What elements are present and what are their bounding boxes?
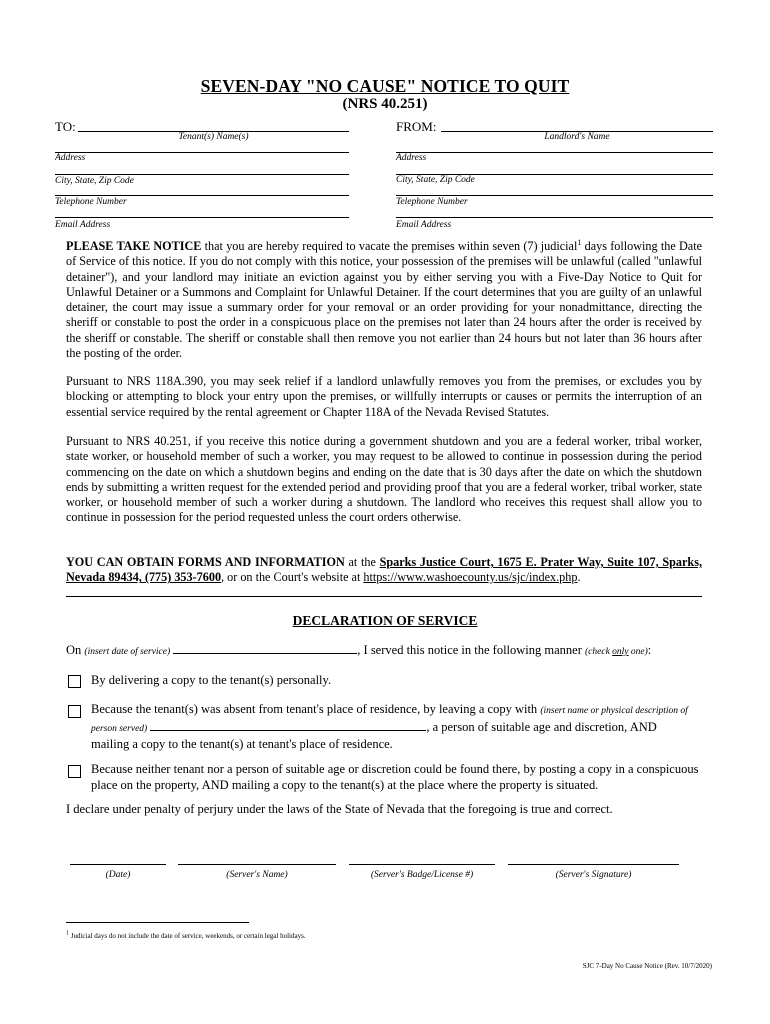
served-text: , I served this notice in the following manner: [357, 643, 582, 657]
check-hint-b: one): [628, 647, 648, 657]
person-served-input[interactable]: [150, 720, 426, 731]
server-signature-caption: (Server's Signature): [555, 870, 632, 880]
shutdown-paragraph: Pursuant to NRS 40.251, if you receive this notice during a government shutdown and you are a federal worker, tribal worker, state worker, or household member of such a worker, you may request to be allowed to continue in possession during the period commencing on the date on which a shutdown begins and ending on the date that is 30 days after the date on which the shutdown ends by submitting a written request for the extended period and providing proof that you are a federal worker, tribal worker, state worker, or household member of such a worker during a shutdown. The landlord who receives this request shall allow you to continue in possession for the period requested unless the court orders otherwise.: [66, 434, 702, 525]
option1-text: By delivering a copy to the tenant(s) personally.: [91, 673, 332, 687]
tenant-city-line[interactable]: [55, 174, 349, 175]
footnote-text: Judicial days do not include the date of service, weekends, or certain legal holidays.: [69, 932, 306, 940]
document-title: SEVEN-DAY "NO CAUSE" NOTICE TO QUIT: [200, 76, 570, 96]
notice-lead: PLEASE TAKE NOTICE: [66, 239, 202, 253]
tenant-name-caption: Tenant(s) Name(s): [178, 132, 249, 142]
footnote-ref: 1: [577, 237, 582, 247]
tenant-email-caption: Email Address: [55, 220, 111, 230]
forms-tail: , or on the Court's website at: [221, 570, 364, 585]
forms-mid: at the: [344, 555, 380, 569]
service-date-input[interactable]: [173, 643, 357, 654]
footnote: [66, 932, 306, 940]
landlord-name-caption: Landlord's Name: [544, 132, 610, 142]
tenant-phone-caption: Telephone Number: [55, 197, 127, 207]
landlord-phone-caption: Telephone Number: [396, 197, 468, 207]
section-divider: [66, 596, 702, 597]
landlord-email-line[interactable]: [396, 217, 713, 218]
option1-checkbox[interactable]: [68, 675, 81, 688]
option3-checkbox[interactable]: [68, 765, 81, 778]
landlord-city-caption: City, State, Zip Code: [396, 175, 475, 185]
option2-text-c: mailing a copy to the tenant(s) at tenant's place of residence.: [91, 737, 393, 751]
to-label: TO:: [55, 119, 76, 134]
tenant-city-caption: City, State, Zip Code: [55, 176, 134, 186]
footnote-rule: [66, 922, 249, 923]
tenant-phone-line[interactable]: [55, 195, 349, 196]
option2-text-b: , a person of suitable age and discretion, AND: [426, 719, 657, 734]
option2-checkbox[interactable]: [68, 705, 81, 718]
service-date-row: [66, 643, 651, 658]
server-badge-line[interactable]: [349, 864, 495, 865]
date-caption: (Date): [105, 870, 131, 880]
option2-hint: (insert name or physical description of person served): [91, 706, 688, 734]
landlord-email-caption: Email Address: [396, 220, 452, 230]
server-badge-caption: (Server's Badge/License #): [370, 870, 474, 880]
forms-lead: YOU CAN OBTAIN FORMS AND INFORMATION: [66, 555, 345, 569]
forms-end: .: [577, 570, 581, 585]
notice-text-b: days following the Date of Service of this notice. If you do not comply with this notice, your possession of the premises will be unlawful (called "unlawful detainer"), and your landlord may initiate an eviction against you by either serving you with a Five-Day Notice to Quit for Unlawful Detainer or a Summons and Complaint for Unlawful Detainer. If the court determines that you are guilty of an unlawful detainer, the court may issue a summary order for your removal or an order providing for your nonadmittance, directing the sheriff or constable to post the order in a conspicuous place on the premises not later than 24 hours after the order is received by the sheriff or constable. The sheriff or constable shall then remove you not earlier than 24 hours but not later than 36 hours after the posting of the order.: [66, 239, 702, 361]
landlord-address-caption: Address: [396, 153, 427, 163]
document-subtitle: (NRS 40.251): [342, 96, 428, 112]
colon: :: [647, 643, 652, 657]
notice-paragraph: [66, 239, 702, 361]
date-signature-line[interactable]: [70, 864, 166, 865]
notice-text-a: that you are hereby required to vacate the premises within seven (7) judicial: [201, 239, 578, 253]
landlord-address-line[interactable]: [396, 152, 713, 153]
option2-text: [91, 702, 703, 753]
court-address-link[interactable]: Sparks Justice Court, 1675 E. Prater Way, Suite 107, Sparks, Nevada 89434, (775) 353-7600: [66, 555, 702, 585]
check-hint-only: only: [612, 647, 629, 657]
landlord-phone-line[interactable]: [396, 195, 713, 196]
server-name-caption: (Server's Name): [226, 870, 288, 880]
tenant-address-caption: Address: [55, 153, 86, 163]
tenant-address-line[interactable]: [55, 152, 349, 153]
form-revision-footer: SJC 7-Day No Cause Notice (Rev. 10/7/2020): [582, 962, 712, 970]
from-label: FROM:: [396, 119, 437, 134]
server-name-line[interactable]: [178, 864, 336, 865]
perjury-statement: I declare under penalty of perjury under the laws of the State of Nevada that the foregoing is true and correct.: [66, 802, 613, 816]
footnote-number: 1: [66, 930, 69, 937]
relief-paragraph: Pursuant to NRS 118A.390, you may seek relief if a landlord unlawfully removes you from the premises, or excludes you by blocking or attempting to block your entry upon the premises, or willfully interrupts or causes or permits the interruption of an essential service required by the rental agreement or Chapter 118A of the Nevada Revised Statutes.: [66, 374, 702, 419]
tenant-email-line[interactable]: [55, 217, 349, 218]
option3-text: Because neither tenant nor a person of suitable age or discretion could be found there, by posting a copy in a conspicuous place on the property, AND mailing a copy to the tenant(s) at the place where the property is situated.: [91, 762, 699, 792]
court-website-link[interactable]: https://www.washoecounty.us/sjc/index.php: [363, 570, 578, 585]
forms-paragraph: [66, 555, 702, 586]
option2-text-a: Because the tenant(s) was absent from tenant's place of residence, by leaving a copy with: [91, 702, 538, 716]
server-signature-line[interactable]: [508, 864, 679, 865]
service-date-hint: (insert date of service): [84, 647, 171, 657]
on-label: On: [66, 643, 82, 657]
check-hint-a: (check: [585, 647, 613, 657]
declaration-title: DECLARATION OF SERVICE: [292, 613, 478, 628]
